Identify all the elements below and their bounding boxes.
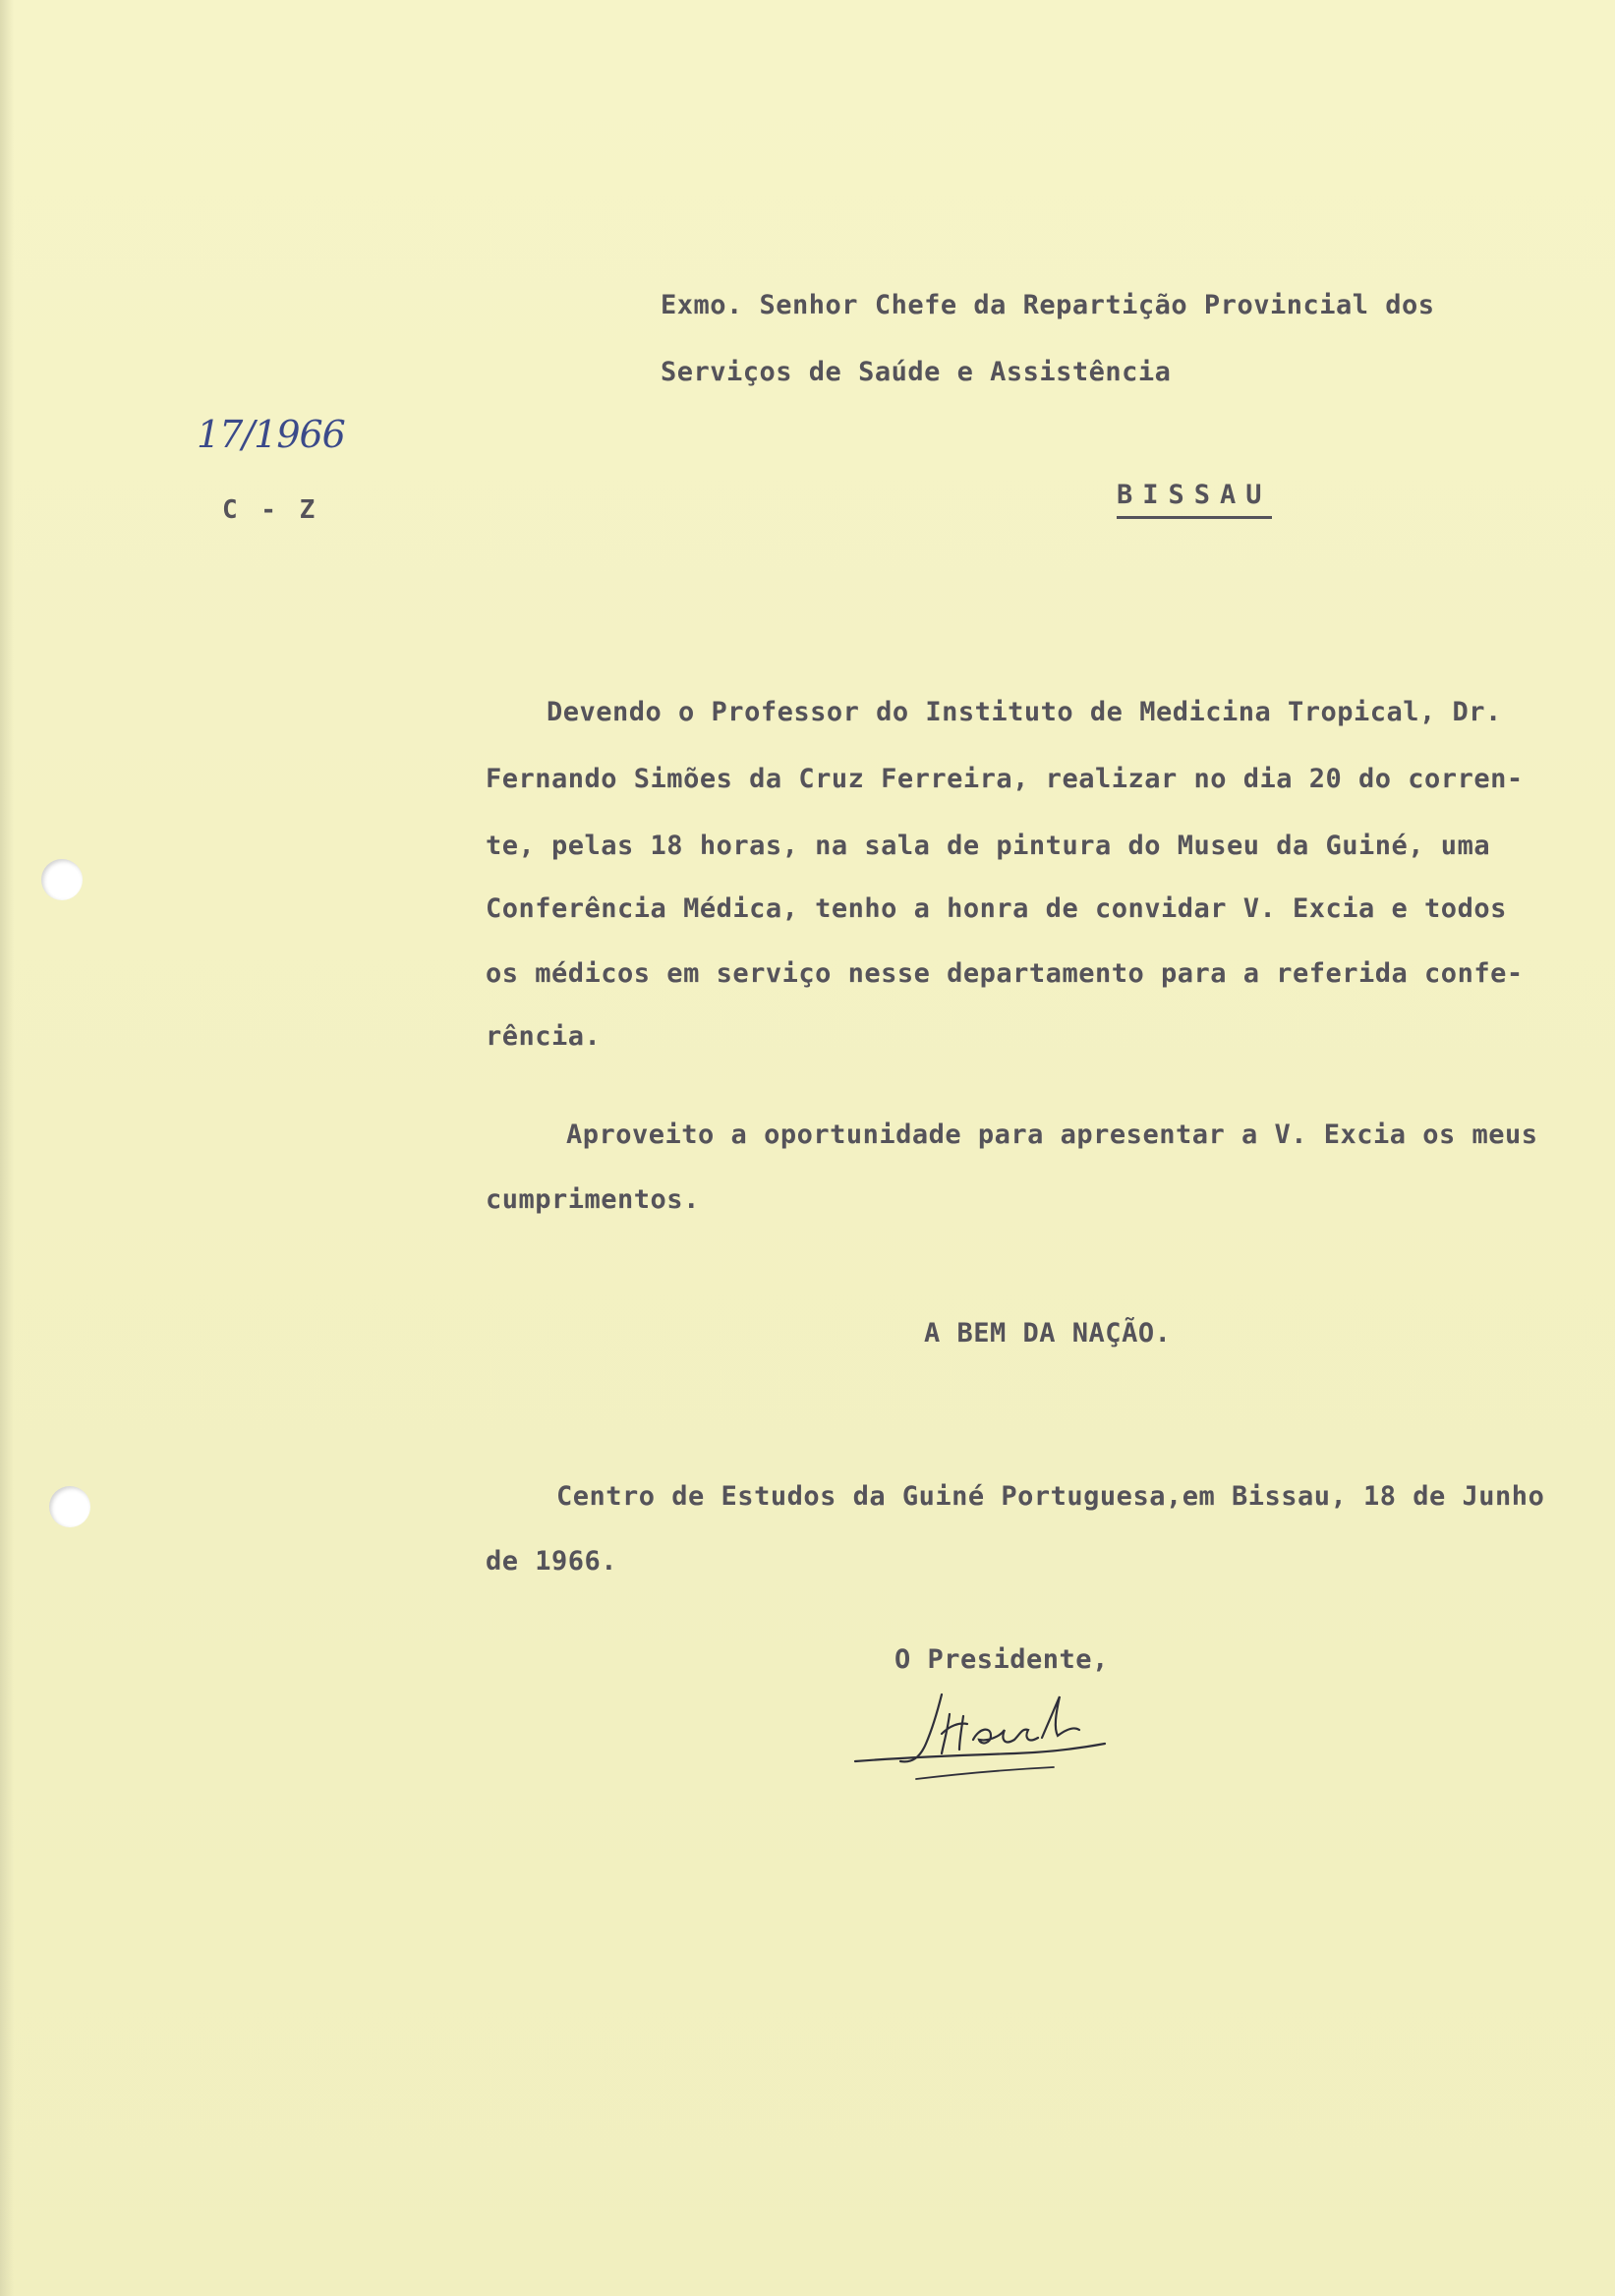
body-paragraph-1-line-2: Fernando Simões da Cruz Ferreira, realizar no dia 20 do corren- xyxy=(486,764,1524,794)
body-paragraph-1-line-6: rência. xyxy=(486,1021,602,1052)
punch-hole-bottom xyxy=(49,1486,90,1527)
reference-number: 17/1966 xyxy=(197,413,345,456)
body-paragraph-1-line-1: Devendo o Professor do Instituto de Medicina Tropical, Dr. xyxy=(547,697,1502,727)
signatory-title: O Presidente, xyxy=(894,1644,1109,1675)
addressee-line-1: Exmo. Senhor Chefe da Repartição Provincial dos xyxy=(661,290,1435,320)
body-paragraph-1-line-5: os médicos em serviço nesse departamento para a referida confe- xyxy=(486,958,1524,989)
body-paragraph-1-line-4: Conferência Médica, tenho a honra de convidar V. Excia e todos xyxy=(486,893,1507,924)
place-date-line-2: de 1966. xyxy=(486,1546,618,1577)
closing-salutation: A BEM DA NAÇÃO. xyxy=(924,1318,1172,1349)
addressee-line-2: Serviços de Saúde e Assistência xyxy=(661,357,1172,387)
addressee-city: BISSAU xyxy=(1117,480,1272,519)
body-paragraph-2-line-1: Aproveito a oportunidade para apresentar a V. Excia os meus xyxy=(566,1119,1538,1150)
body-paragraph-2-line-2: cumprimentos. xyxy=(486,1184,700,1215)
body-paragraph-1-line-3: te, pelas 18 horas, na sala de pintura do Museu da Guiné, uma xyxy=(486,831,1491,861)
punch-hole-top xyxy=(41,859,83,900)
paper-edge-shadow xyxy=(0,0,14,2296)
reference-code: C - Z xyxy=(222,495,319,525)
place-date-line-1: Centro de Estudos da Guiné Portuguesa,em Bissau, 18 de Junho xyxy=(556,1481,1545,1512)
handwritten-signature xyxy=(847,1671,1123,1789)
